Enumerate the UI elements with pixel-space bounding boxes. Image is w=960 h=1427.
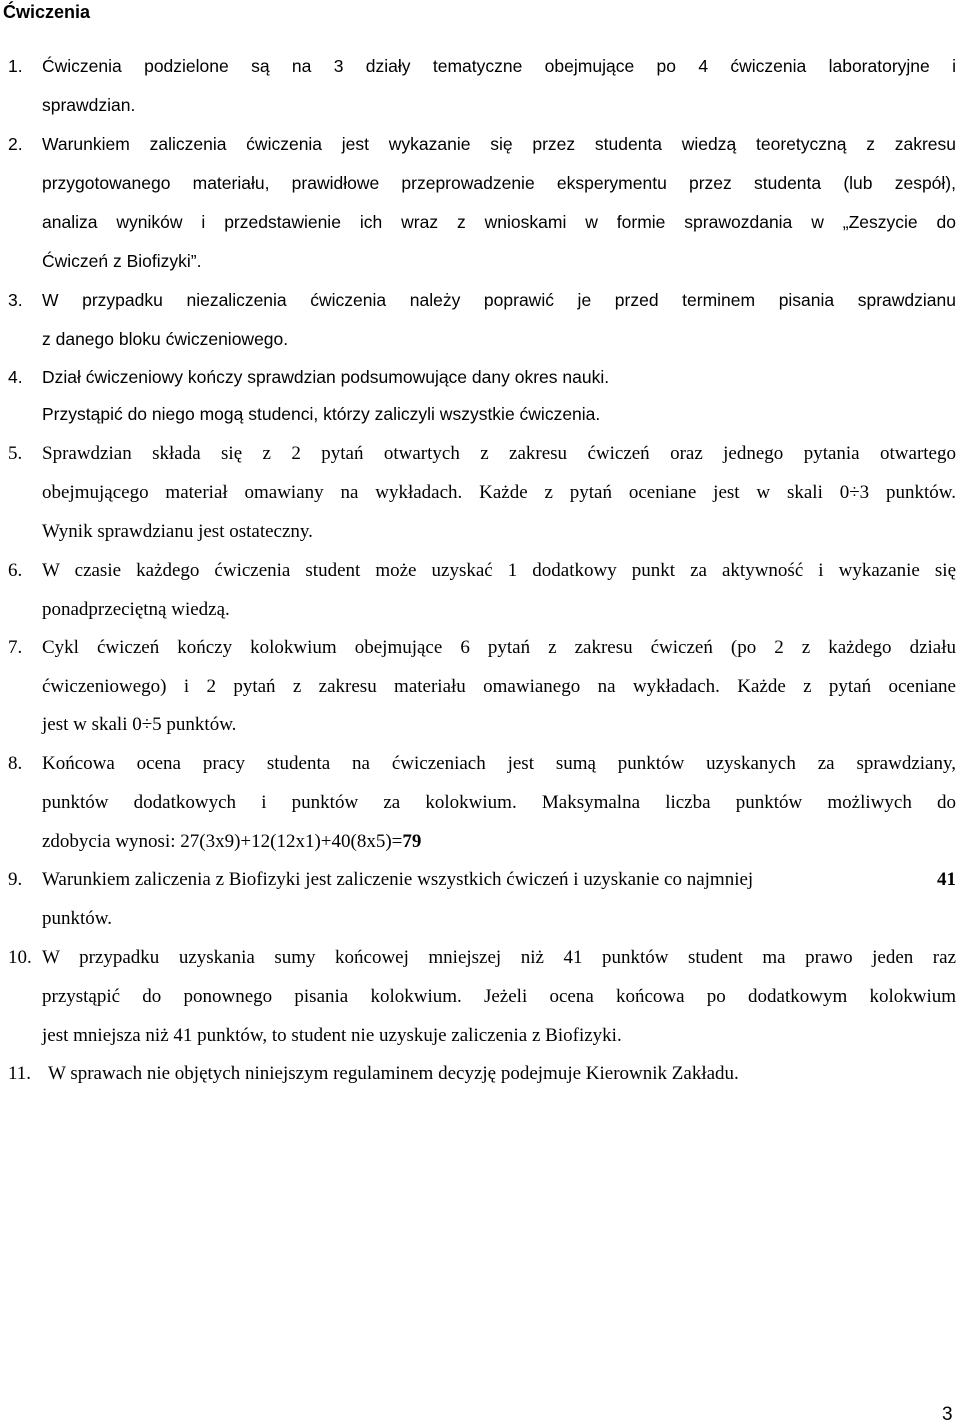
item-number: 6. (8, 560, 23, 581)
section-title: Ćwiczenia (3, 2, 91, 22)
item-line: W sprawach nie objętych niniejszym regulaminem decyzję podejmuje Kierownik Zakładu. (48, 1063, 739, 1084)
item-line: Przystąpić do niego mogą studenci, którzy zaliczyli wszystkie ćwiczenia. (42, 404, 601, 424)
item-line: Końcowa ocena pracy studenta na ćwiczeniach jest sumą punktów uzyskanych za sprawdziany, (42, 753, 956, 774)
item-number: 3. (8, 290, 23, 310)
item-line: jest w skali 0÷5 punktów. (42, 714, 237, 735)
item-line: Warunkiem zaliczenia ćwiczenia jest wykazanie się przez studenta wiedzą teoretyczną z zakresu (42, 134, 956, 154)
item-line: Cykl ćwiczeń kończy kolokwium obejmujące 6 pytań z zakresu ćwiczeń (po 2 z każdego działu (42, 637, 956, 658)
total-formula: zdobycia wynosi: 27(3x9)+12(12x1)+40(8x5)= (42, 831, 403, 852)
item-line: punktów dodatkowych i punktów za kolokwium. Maksymalna liczba punktów możliwych do (42, 792, 956, 813)
item-number: 7. (8, 637, 23, 658)
item-line-total (42, 829, 421, 855)
item-line: Ćwiczenia podzielone są na 3 działy tematyczne obejmujące po 4 ćwiczenia laboratoryjne i (42, 56, 956, 76)
item-line: jest mniejsza niż 41 punktów, to student nie uzyskuje zaliczenia z Biofizyki. (42, 1025, 622, 1046)
item-line: W czasie każdego ćwiczenia student może uzyskać 1 dodatkowy punkt za aktywność i wykazanie się (42, 560, 956, 581)
item-line: Ćwiczeń z Biofizyki”. (42, 251, 202, 271)
item-line: Dział ćwiczeniowy kończy sprawdzian podsumowujące dany okres nauki. (42, 367, 610, 387)
item-line: analiza wyników i przedstawienie ich wraz z wnioskami w formie sprawozdania w „Zeszycie do (42, 212, 956, 232)
item-line: W przypadku niezaliczenia ćwiczenia należy poprawić je przed terminem pisania sprawdzianu (42, 290, 956, 310)
total-points: 79 (402, 831, 422, 852)
item-number: 5. (8, 443, 23, 464)
item-number: 2. (8, 134, 23, 154)
item-number: 1. (8, 56, 23, 76)
item-number: 10. (8, 947, 32, 968)
item-line: przygotowanego materiału, prawidłowe przeprowadzenie eksperymentu przez studenta (lub zespół), (42, 173, 956, 193)
item-line-threshold (42, 867, 956, 893)
threshold-points: 41 (937, 869, 956, 890)
item-line: ponadprzeciętną wiedzą. (42, 599, 230, 620)
item-number: 11. (8, 1063, 32, 1084)
item-line: ćwiczeniowego) i 2 pytań z zakresu materiału omawianego na wykładach. Każde z pytań oceniane (42, 676, 956, 697)
item-line: przystąpić do ponownego pisania kolokwium. Jeżeli ocena końcowa po dodatkowym kolokwium (42, 986, 956, 1007)
item-line: Sprawdzian składa się z 2 pytań otwartych z zakresu ćwiczeń oraz jednego pytania otwartego (42, 443, 956, 464)
item-line: W przypadku uzyskania sumy końcowej mniejszej niż 41 punktów student ma prawo jeden raz (42, 947, 956, 968)
page-number: 3 (942, 1404, 953, 1425)
item-line: punktów. (42, 908, 113, 929)
threshold-text: Warunkiem zaliczenia z Biofizyki jest zaliczenie wszystkich ćwiczeń i uzyskanie co najmniej (42, 869, 754, 890)
item-number: 9. (8, 869, 23, 890)
item-line: Wynik sprawdzianu jest ostateczny. (42, 521, 313, 542)
item-line: z danego bloku ćwiczeniowego. (42, 329, 289, 349)
item-line: obejmującego materiał omawiany na wykładach. Każde z pytań oceniane jest w skali 0÷3 punktów. (42, 482, 956, 503)
item-number: 8. (8, 753, 23, 774)
item-line: sprawdzian. (42, 95, 136, 115)
item-number: 4. (8, 367, 23, 387)
